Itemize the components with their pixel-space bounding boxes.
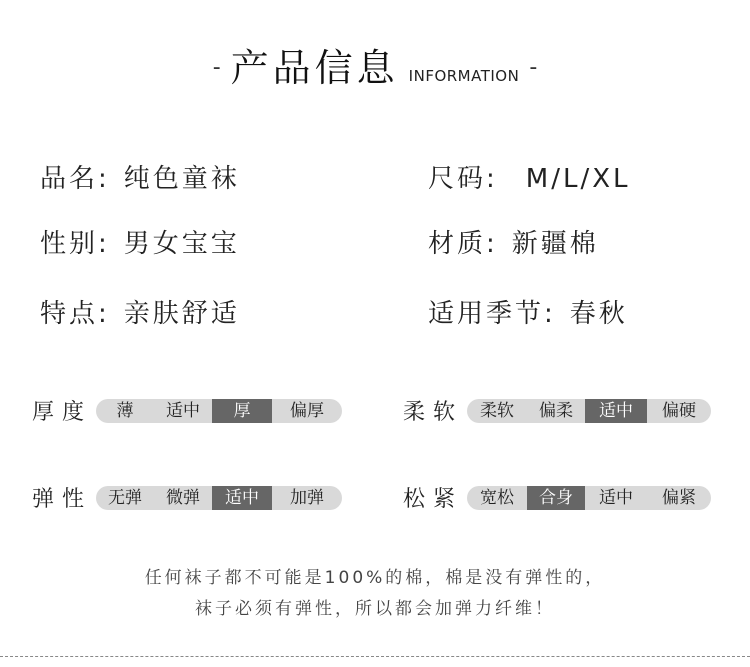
thickness-option-thin: 薄 — [116, 400, 134, 421]
softness-option-medium: 适中 — [585, 399, 647, 423]
info-gender-value: 男女宝宝 — [123, 229, 240, 259]
scale-softness — [403, 395, 711, 426]
elasticity-option-medium: 适中 — [212, 486, 272, 510]
thickness-option-extra-thick: 偏厚 — [290, 400, 325, 421]
note-line-1: 任何袜子都不可能是100%的棉，棉是没有弹性的， — [144, 568, 606, 588]
info-gender — [40, 223, 240, 260]
softness-option-soft: 柔软 — [480, 400, 515, 421]
elasticity-pill — [96, 486, 342, 510]
scale-thickness — [32, 395, 342, 426]
info-size — [428, 158, 631, 195]
title-cn: 产品信息 — [230, 46, 399, 90]
info-material-label: 材质: — [428, 229, 498, 259]
scale-tightness — [403, 482, 711, 513]
scale-elasticity — [32, 482, 342, 513]
title-en: INFORMATION — [408, 67, 520, 85]
info-name-label: 品名: — [40, 164, 110, 194]
scale-softness-label: 柔软 — [403, 400, 464, 425]
thickness-pill — [96, 399, 342, 423]
scale-thickness-label: 厚度 — [32, 400, 93, 425]
tightness-option-medium: 适中 — [599, 487, 634, 508]
softness-pill — [467, 399, 711, 423]
scale-elasticity-label: 弹性 — [32, 487, 93, 512]
thickness-option-thick: 厚 — [212, 399, 272, 423]
elasticity-option-none: 无弹 — [108, 487, 143, 508]
info-season-label: 适用季节: — [428, 299, 556, 329]
title-row — [0, 48, 750, 88]
info-material-value: 新疆棉 — [511, 229, 599, 259]
tightness-pill — [467, 486, 711, 510]
thickness-option-medium: 适中 — [166, 400, 201, 421]
tightness-option-loose: 宽松 — [480, 487, 515, 508]
scale-tightness-label: 松紧 — [403, 487, 464, 512]
info-season-value: 春秋 — [569, 299, 628, 329]
info-material — [428, 223, 599, 260]
tightness-option-fit: 合身 — [527, 486, 585, 510]
title-dash-left: - — [212, 55, 221, 80]
info-name-value: 纯色童袜 — [123, 164, 240, 194]
title-dash-right: - — [529, 55, 538, 80]
tightness-option-tight: 偏紧 — [662, 487, 697, 508]
info-feature-value: 亲肤舒适 — [123, 299, 240, 329]
info-size-value: M/L/XL — [525, 164, 631, 194]
bottom-divider — [0, 656, 750, 657]
note-line-2: 袜子必须有弹性，所以都会加弹力纤维！ — [195, 599, 555, 619]
info-feature — [40, 293, 240, 330]
info-size-label: 尺码: — [428, 164, 498, 194]
info-name — [40, 158, 240, 195]
elasticity-option-slight: 微弹 — [166, 487, 201, 508]
elasticity-option-extra: 加弹 — [290, 487, 325, 508]
softness-option-hardish: 偏硬 — [662, 400, 697, 421]
info-season — [428, 293, 628, 330]
title — [213, 48, 538, 88]
softness-option-softish: 偏柔 — [539, 400, 574, 421]
info-gender-label: 性别: — [40, 229, 110, 259]
info-feature-label: 特点: — [40, 299, 110, 329]
